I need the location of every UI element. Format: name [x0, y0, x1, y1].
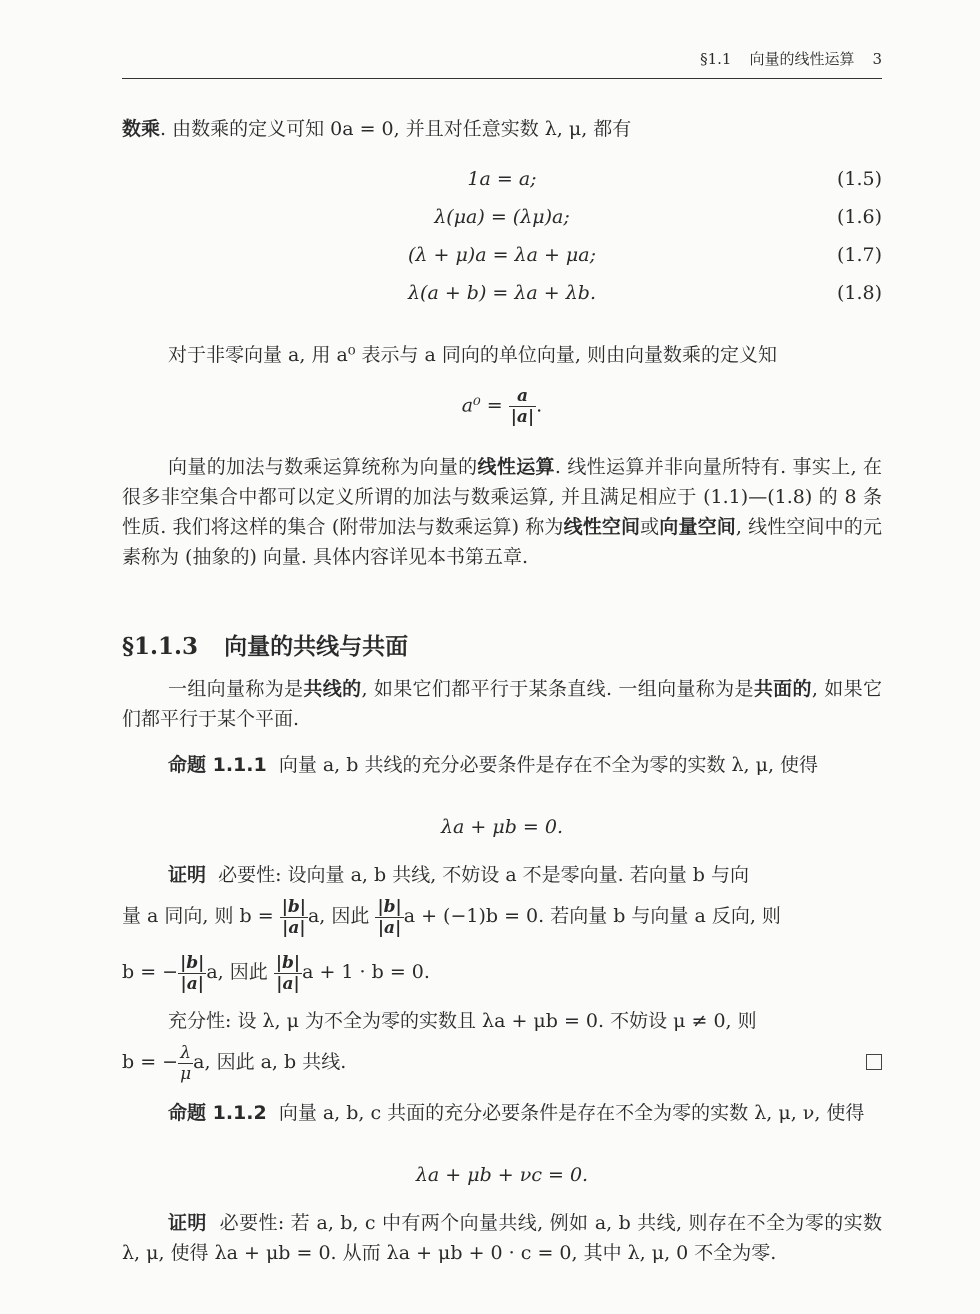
section-number: §1.1.3 — [122, 633, 199, 660]
running-header — [122, 48, 882, 74]
term-linear-space: 线性空间 — [563, 516, 641, 538]
proof-text: a, 因此 a, b 共线. — [193, 1051, 347, 1073]
proposition-text: 向量 a, b 共线的充分必要条件是存在不全为零的实数 λ, μ, 使得 — [278, 754, 819, 776]
collinear-coplanar-paragraph — [122, 674, 882, 734]
unit-vector-paragraph: 对于非零向量 a, 用 a⁰ 表示与 a 同向的单位向量, 则由向量数乘的定义知 — [168, 344, 777, 366]
fraction-numerator: |b| — [377, 896, 402, 917]
proposition-2-equation — [122, 1164, 882, 1194]
fraction-denominator: |a| — [276, 973, 300, 994]
proof-text: b = − — [122, 961, 179, 983]
fraction-numerator: |b| — [281, 896, 306, 917]
section-heading — [122, 628, 408, 661]
linear-operation-paragraph — [122, 452, 882, 572]
text-span: 或 — [640, 516, 660, 538]
term-coplanar: 共面的 — [753, 678, 812, 700]
fraction — [274, 953, 302, 994]
fraction-numerator: λ — [178, 1043, 193, 1064]
proof-1-line-1 — [122, 860, 882, 890]
proof-label: 证明 — [168, 1212, 207, 1234]
fraction-denominator: |a| — [377, 917, 402, 938]
text-span: 一组向量称为是 — [168, 678, 304, 700]
equation-number: (1.5) — [836, 168, 882, 190]
equation-1-6 — [122, 206, 882, 236]
proof-1-line-5 — [122, 1040, 882, 1084]
proof-text: 必要性: 若 a, b, c 中有两个向量共线, 例如 a, b 共线, 则存在不全为零的实数 λ, μ, 使得 λa + μb = 0. 从而 λa + μb + 0 · c = 0, 其中 λ, μ, 0 不全为零. — [122, 1212, 882, 1264]
proof-1-line-4: 充分性: 设 λ, μ 为不全为零的实数且 λa + μb = 0. 不妨设 μ ≠ 0, 则 — [168, 1010, 757, 1032]
header-title: 向量的线性运算 — [749, 50, 855, 68]
fraction-denominator: μ — [180, 1063, 192, 1084]
header-section: §1.1 — [700, 50, 732, 68]
fraction — [509, 386, 536, 427]
equation-number: (1.7) — [836, 244, 882, 266]
proof-text: b = − — [122, 1051, 179, 1073]
unit-eq-lhs: a⁰ = — [461, 394, 503, 417]
proposition-1-equation — [122, 816, 882, 846]
equation-expr: 1a = a; — [467, 168, 537, 190]
proof-label: 证明 — [168, 864, 207, 886]
text-span: , 如果它们都平行于某条直线. 一组向量称为是 — [361, 678, 754, 700]
term-scalar-mult: 数乘 — [122, 118, 161, 140]
fraction — [178, 1043, 193, 1084]
equation-1-8 — [122, 282, 882, 312]
intro-paragraph — [122, 114, 882, 144]
fraction-numerator: |b| — [275, 952, 301, 973]
text-span: , 线性空间中的元素称为 (抽象的) 向量. 具体内容详见本书第五章. — [122, 516, 882, 568]
fraction-denominator: |a| — [282, 917, 306, 938]
fraction-numerator: |b| — [180, 952, 205, 973]
equation-expr: λa + μb + νc = 0. — [415, 1164, 589, 1186]
unit-eq-tail: . — [536, 394, 543, 417]
fraction-denominator: |a| — [510, 407, 535, 427]
section-title: 向量的共线与共面 — [224, 634, 409, 660]
fraction-denominator: |a| — [180, 973, 204, 994]
qed-box-icon — [866, 1054, 882, 1070]
fraction — [375, 897, 403, 938]
equation-1-5 — [122, 168, 882, 198]
term-vector-space: 向量空间 — [659, 516, 736, 538]
proposition-1-1-2 — [122, 1098, 882, 1128]
fraction — [178, 953, 206, 994]
equation-expr: λ(a + b) = λa + λb. — [408, 282, 596, 304]
proposition-label: 命题 1.1.2 — [168, 1102, 267, 1124]
proof-text: a + 1 · b = 0. — [302, 961, 430, 983]
fraction — [280, 897, 308, 938]
proof-text: 量 a 同向, 则 b = — [122, 905, 274, 927]
unit-vector-equation — [122, 386, 882, 436]
proof-text: a, 因此 — [206, 961, 268, 983]
equation-number: (1.8) — [836, 282, 882, 304]
proof-1-line-2 — [122, 894, 882, 938]
page-number: 3 — [872, 50, 882, 68]
text-span: . 线性运算并非向量所特有. 事实上, 在很多非空集合中都可以定义所谓的加法与数乘运算, 并且满足相应于 (1.1)—(1.8) 的 8 条性质. 我们将这样的集合 (附带加法与数乘运算) 称为 — [122, 456, 882, 538]
text-span: 向量的加法与数乘运算统称为向量的 — [168, 456, 478, 478]
proof-text: a + (−1)b = 0. 若向量 b 与向量 a 反向, 则 — [403, 905, 781, 927]
header-rule — [122, 78, 882, 79]
proof-text: a, 因此 — [307, 905, 370, 927]
equation-expr: λa + μb = 0. — [440, 816, 563, 838]
proposition-1-1-1 — [122, 750, 882, 780]
proposition-label: 命题 1.1.1 — [168, 754, 267, 776]
text-span: , 如果它们都平行于某个平面. — [122, 678, 882, 730]
intro-text: . 由数乘的定义可知 0a = 0, 并且对任意实数 λ, μ, 都有 — [160, 118, 632, 140]
term-collinear: 共线的 — [303, 678, 362, 700]
proof-1-line-3 — [122, 950, 882, 994]
equation-1-7 — [122, 244, 882, 274]
equation-expr: λ(μa) = (λμ)a; — [434, 206, 570, 228]
equation-number: (1.6) — [836, 206, 882, 228]
equation-expr: (λ + μ)a = λa + μa; — [408, 244, 596, 266]
term-linear-operation: 线性运算 — [477, 456, 555, 478]
proof-text: 必要性: 设向量 a, b 共线, 不妨设 a 不是零向量. 若向量 b 与向 — [218, 864, 750, 886]
fraction-numerator: a — [509, 386, 536, 407]
proposition-text: 向量 a, b, c 共面的充分必要条件是存在不全为零的实数 λ, μ, ν, 使得 — [278, 1102, 865, 1124]
proof-2 — [122, 1208, 882, 1268]
